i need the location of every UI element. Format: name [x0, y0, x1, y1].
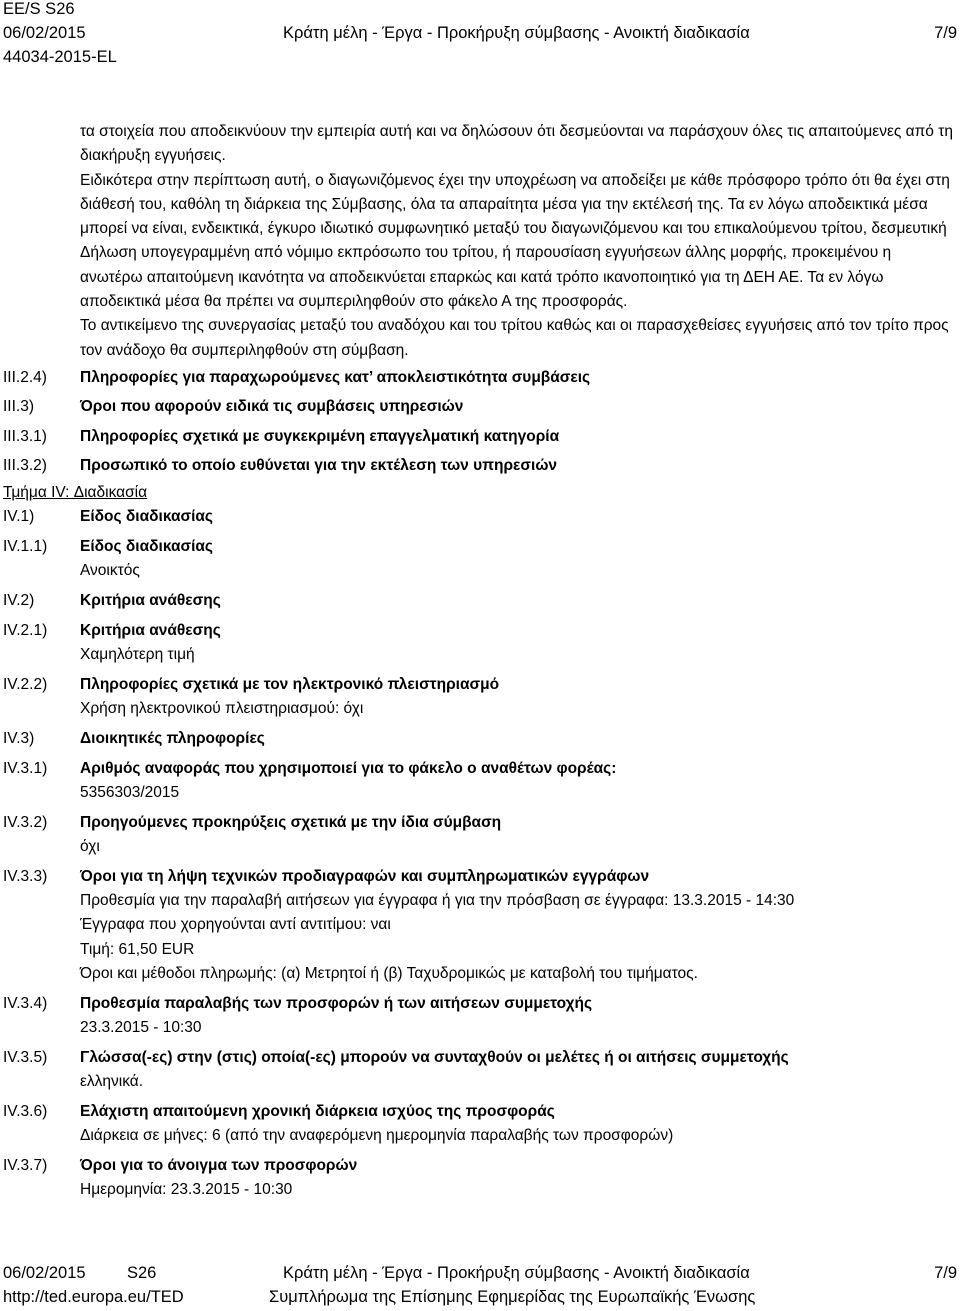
section-title: Πληροφορίες σχετικά με συγκεκριμένη επαγγελματική κατηγορία: [80, 427, 560, 445]
section-number: III.3.2): [3, 457, 47, 475]
section-value: Προθεσμία για την παραλαβή αιτήσεων για έγγραφα ή για την πρόσβαση σε έγγραφα: 13.3.2015 - 14:30: [80, 892, 795, 910]
section-number: IV.3.5): [3, 1048, 48, 1066]
section-title: Πληροφορίες για παραχωρούμενες κατ’ αποκλειστικότητα συμβάσεις: [80, 368, 591, 386]
section-title: Προθεσμία παραλαβής των προσφορών ή των αιτήσεων συμμετοχής: [80, 994, 593, 1012]
section-title: Γλώσσα(-ες) στην (στις) οποία(-ες) μπορούν να συνταχθούν οι μελέτες ή οι αιτήσεις συμμετοχής: [80, 1048, 789, 1066]
section-value: όχι: [80, 838, 100, 856]
procedure-item: [0, 1154, 960, 1203]
section-title: Είδος διαδικασίας: [80, 507, 213, 525]
section-title: Όροι που αφορούν ειδικά τις συμβάσεις υπηρεσιών: [80, 398, 464, 416]
section-value: Χρήση ηλεκτρονικού πλειστηριασμού: όχι: [80, 700, 364, 718]
section-number: IV.1): [3, 507, 35, 525]
footer-subtitle: Συμπλήρωμα της Επίσημης Εφημερίδας της Ευρωπαϊκής Ένωσης: [269, 1288, 756, 1306]
section-number: IV.1.1): [3, 537, 48, 555]
section-number: IV.3): [3, 729, 35, 747]
header-title: Κράτη μέλη - Έργα - Προκήρυξη σύμβασης - Ανοικτή διαδικασία: [283, 24, 750, 42]
section-title: Προηγούμενες προκηρύξεις σχετικά με την ίδια σύμβαση: [80, 813, 502, 831]
section-number: III.3): [3, 398, 35, 416]
section-value: 5356303/2015: [80, 783, 180, 801]
intro-paragraph: Το αντικείμενο της συνεργασίας μεταξύ του αναδόχου και του τρίτου καθώς και οι παρασχεθείσες εγγυήσεις από τον τρίτο προς τον ανάδοχο θα συμπεριληφθούν στη σύμβαση.: [80, 317, 949, 359]
notice-id: 44034-2015-EL: [3, 48, 117, 66]
header-page-number: 7/9: [934, 24, 957, 42]
section-item: [0, 363, 960, 393]
section-title: Προσωπικό το οποίο ευθύνεται για την εκτέλεση των υπηρεσιών: [80, 457, 558, 475]
section-number: IV.2): [3, 591, 35, 609]
procedure-item: [0, 619, 960, 668]
intro-paragraph: τα στοιχεία που αποδεικνύουν την εμπειρία αυτή και να δηλώσουν ότι δεσμεύονται να παράσχουν όλες τις απαιτούμενες από τη διακήρυξη εγγυήσεις.: [80, 123, 953, 165]
section-title: Όροι για τη λήψη τεχνικών προδιαγραφών και συμπληρωματικών εγγράφων: [80, 867, 650, 885]
section-number: IV.2.2): [3, 675, 48, 693]
footer-page-number: 7/9: [934, 1264, 957, 1282]
section-value: Έγγραφα που χορηγούνται αντί αντιτίμου: ναι: [80, 916, 391, 934]
header-date: 06/02/2015: [3, 24, 86, 42]
procedure-item: [0, 535, 960, 584]
section-value: Όροι και μέθοδοι πληρωμής: (α) Μετρητοί ή (β) Ταχυδρομικώς με καταβολή του τιμήματος.: [80, 965, 698, 983]
section-number: IV.3.3): [3, 867, 48, 885]
procedure-item: [0, 811, 960, 860]
procedure-item: [0, 992, 960, 1041]
doc-code: EE/S S26: [3, 0, 75, 18]
section-title: Αριθμός αναφοράς που χρησιμοποιεί για το φάκελο ο αναθέτων φορέας:: [80, 759, 617, 777]
section-value: Διάρκεια σε μήνες: 6 (από την αναφερόμενη ημερομηνία παραλαβής των προσφορών): [80, 1127, 674, 1145]
section-number: IV.3.1): [3, 759, 48, 777]
section-title: Είδος διαδικασίας: [80, 537, 213, 555]
procedure-item: [0, 1046, 960, 1095]
intro-paragraph: Ειδικότερα στην περίπτωση αυτή, ο διαγωνιζόμενος έχει την υποχρέωση να αποδείξει με κάθε πρόσφορο τρόπο ότι θα έχει στη διάθεσή του, καθόλη τη διάρκεια της Σύμβασης, όλα τα απαραίτητα μέσα για την εκτέλεσή της. Τα εν λόγω αποδεικτικά μέσα μπορεί να είναι, ενδεικτικά, έγκυρο ιδιωτικό συμφωνητικό μεταξύ του διαγωνιζόμενου και του επικαλούμενου τρίτου, δεσμευτική Δήλωση υπογεγραμμένη από νόμιμο εκπρόσωπο του τρίτου, ή παρουσίαση εγγυήσεων άλλης μορφής, προκειμένου η ανωτέρω απαιτούμενη ικανότητα να αποδεικνύεται επαρκώς και κατά τρόπο ικανοποιητικό για τη ΔΕΗ ΑΕ. Τα εν λόγω αποδεικτικά μέσα θα πρέπει να συμπεριληφθούν στο φάκελο Α της προσφοράς.: [80, 171, 950, 311]
section-item: [0, 422, 960, 452]
section-number: III.2.4): [3, 368, 47, 386]
section-title: Ελάχιστη απαιτούμενη χρονική διάρκεια ισχύος της προσφοράς: [80, 1103, 555, 1120]
footer-title: Κράτη μέλη - Έργα - Προκήρυξη σύμβασης - Ανοικτή διαδικασία: [283, 1264, 750, 1282]
section-item: [0, 451, 960, 481]
footer-code: S26: [127, 1264, 157, 1282]
section-number: III.3.1): [3, 427, 47, 445]
section-heading-text: Τμήμα IV: Διαδικασία: [3, 483, 148, 501]
section-value: 23.3.2015 - 10:30: [80, 1019, 202, 1037]
procedure-item: [0, 1100, 960, 1149]
procedure-item: [0, 757, 960, 806]
section-item: [0, 392, 960, 422]
section-number: IV.3.4): [3, 994, 48, 1012]
procedure-item: [0, 589, 960, 613]
section-value: Ημερομηνία: 23.3.2015 - 10:30: [80, 1181, 293, 1199]
footer-url: http://ted.europa.eu/TED: [3, 1288, 184, 1306]
section-number: IV.3.6): [3, 1103, 48, 1120]
procedure-item: [0, 505, 960, 529]
section-title: Κριτήρια ανάθεσης: [80, 621, 221, 639]
section-value: Ανοικτός: [80, 562, 140, 580]
section-value: Τιμή: 61,50 EUR: [80, 940, 195, 958]
procedure-list: [0, 505, 960, 1203]
section-title: Κριτήρια ανάθεσης: [80, 591, 221, 609]
section-heading: [0, 481, 960, 505]
section-title: Διοικητικές πληροφορίες: [80, 729, 265, 747]
section-title: Πληροφορίες σχετικά με τον ηλεκτρονικό πλειστηριασμό: [80, 675, 500, 693]
procedure-item: [0, 673, 960, 722]
section-number: IV.2.1): [3, 621, 48, 639]
procedure-item: [0, 865, 960, 986]
page-footer: [0, 1264, 960, 1311]
section-value: Χαμηλότερη τιμή: [80, 645, 195, 663]
section-title: Όροι για το άνοιγμα των προσφορών: [80, 1157, 358, 1175]
procedure-item: [0, 727, 960, 751]
document-body: [0, 120, 960, 1203]
section-number: IV.3.7): [3, 1157, 48, 1175]
section-value: ελληνικά.: [80, 1073, 144, 1091]
footer-date: 06/02/2015: [3, 1264, 86, 1282]
page-header: [0, 0, 960, 70]
section-number: IV.3.2): [3, 813, 48, 831]
